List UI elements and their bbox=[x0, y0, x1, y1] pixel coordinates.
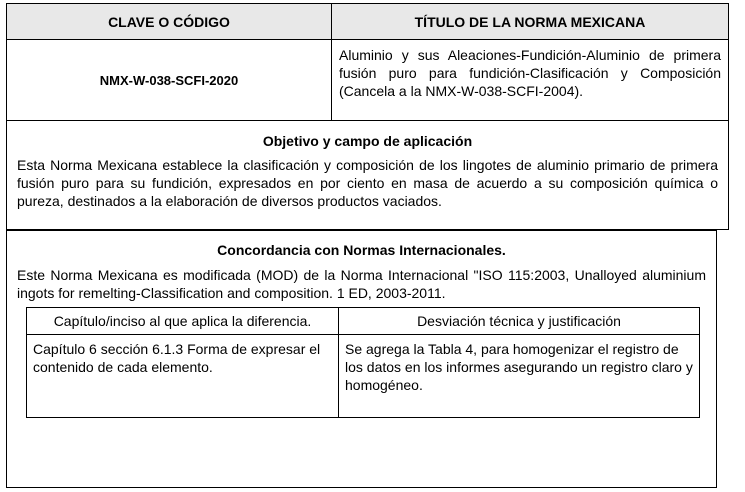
concordancia-text: Este Norma Mexicana es modificada (MOD) de la Norma Internacional "ISO 115:2003, Unalloyed aluminium ingots for remelting-Classification and composition. 1 ED, 2003-2011. bbox=[17, 267, 706, 301]
objetivo-heading: Objetivo y campo de aplicación bbox=[262, 133, 473, 149]
clave-cell bbox=[6, 39, 332, 121]
table-cell-desviacion-text: Se agrega la Tabla 4, para homogenizar el registro de los datos en los informes asegurando un registro claro y homogéneo. bbox=[345, 341, 693, 393]
header-clave bbox=[6, 3, 332, 40]
titulo-cell bbox=[331, 39, 729, 121]
table-cell-capitulo-text: Capítulo 6 sección 6.1.3 Forma de expresar el contenido de cada elemento. bbox=[33, 341, 321, 375]
clave-value: NMX-W-038-SCFI-2020 bbox=[99, 72, 239, 88]
header-titulo-label: TÍTULO DE LA NORMA MEXICANA bbox=[414, 13, 646, 30]
header-titulo bbox=[331, 3, 729, 40]
objetivo-text: Esta Norma Mexicana establece la clasificación y composición de los lingotes de aluminio primario de primera fusión puro para su fundición, expresados en por ciento en masa de acuerdo a su composición química o pureza, destinados a la elaboración de diversos productos vaciados. bbox=[17, 157, 718, 209]
table-header-desviacion bbox=[338, 307, 700, 335]
header-clave-label: CLAVE O CÓDIGO bbox=[108, 13, 230, 30]
table-header-desviacion-label: Desviación técnica y justificación bbox=[417, 313, 621, 329]
concordancia-heading: Concordancia con Normas Internacionales. bbox=[217, 242, 506, 258]
table-cell-desviacion bbox=[338, 334, 700, 418]
table-header-capitulo-label: Capítulo/inciso al que aplica la diferencia. bbox=[53, 313, 312, 329]
table-cell-capitulo bbox=[26, 334, 339, 418]
titulo-value: Aluminio y sus Aleaciones-Fundición-Aluminio de primera fusión puro para fundición-Clasificación y Composición (Cancela a la NMX-W-038-SCFI-2004). bbox=[339, 47, 721, 99]
objetivo-section bbox=[6, 120, 729, 230]
table-header-capitulo bbox=[26, 307, 339, 335]
